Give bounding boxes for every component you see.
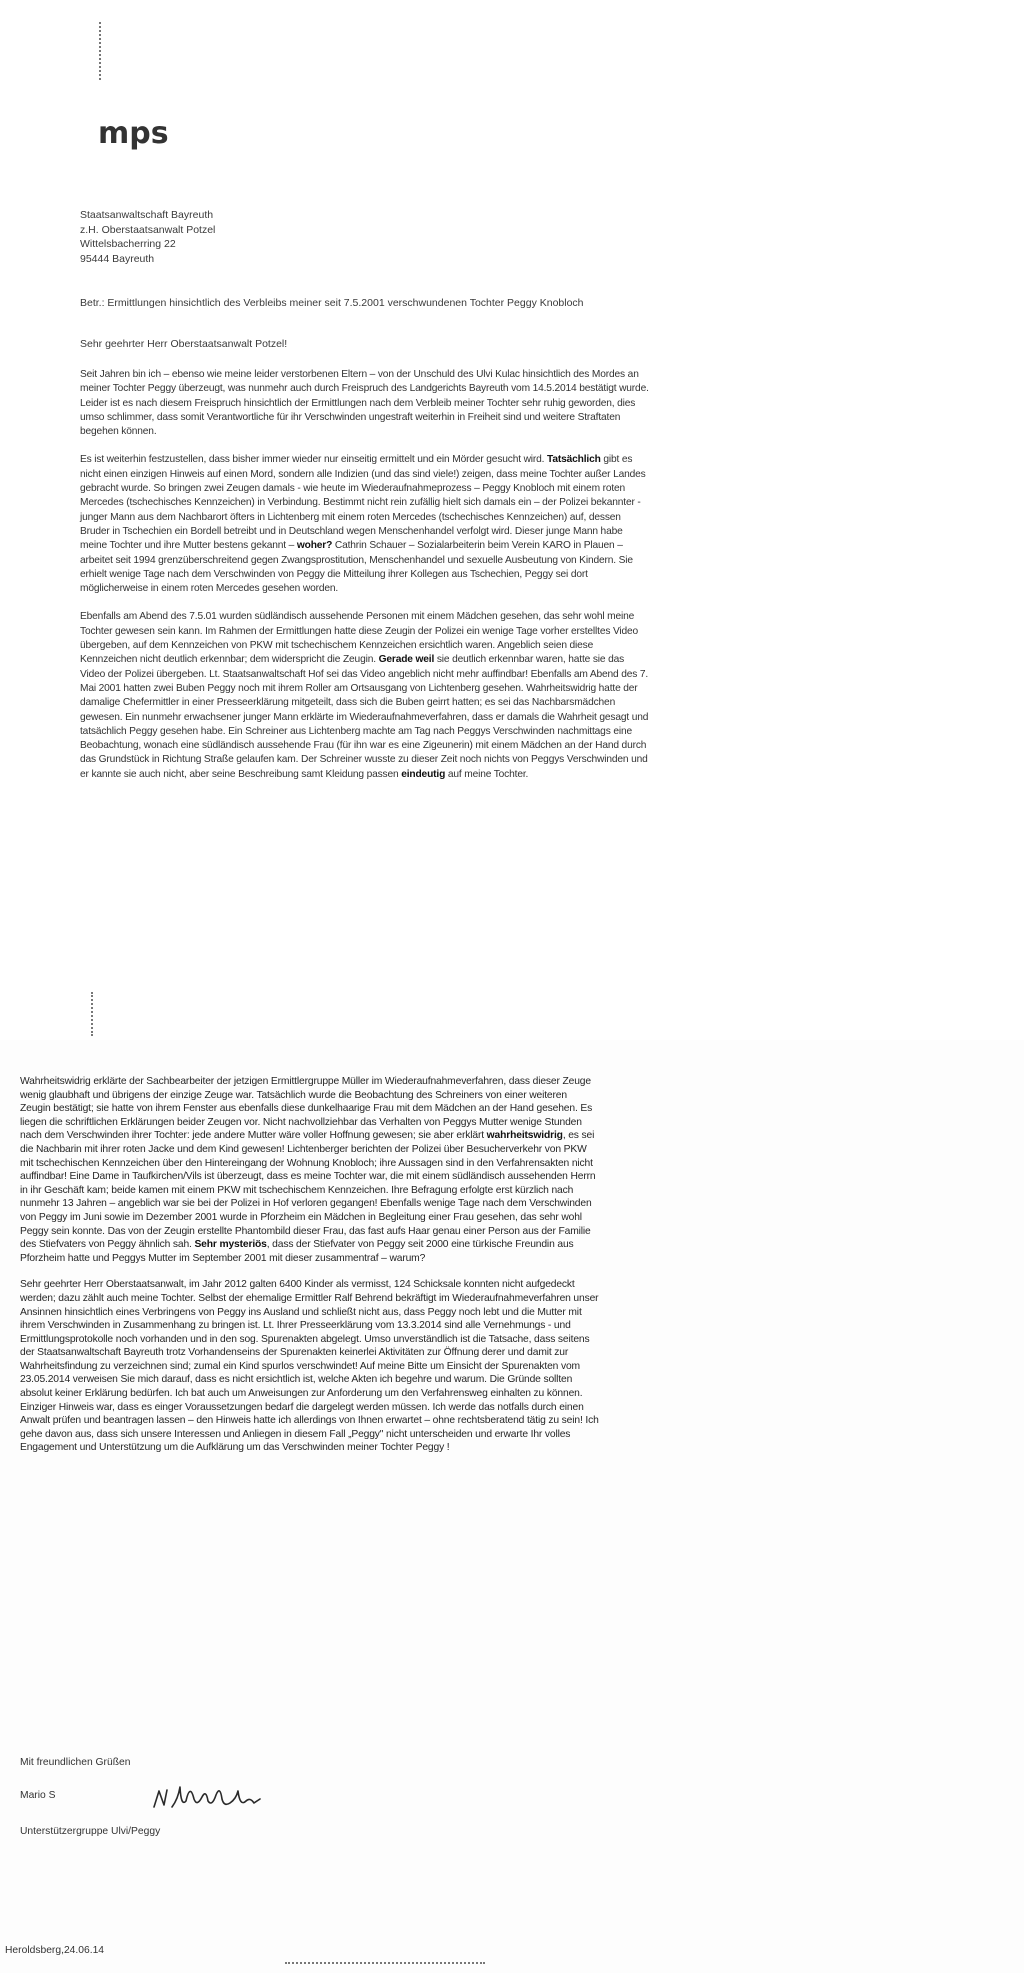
emphasis: Tatsächlich — [547, 454, 601, 466]
handwritten-signature — [150, 1777, 265, 1817]
paragraph — [80, 453, 650, 596]
paragraph-text: gibt es nicht einen einzigen Hinweis auf einen Mord, sondern alle Indizien (und das sind viele!) zeigen, dass meine Tochter außer Landes gebracht wurde. So bringen zwei Zeugen damals - wie heute im Wiederaufnahmeprozess – Peggy Knobloch mit einem roten Mercedes (tschechisches Kennzeichen) in Verbindung. Bestimmt nicht rein zufällig hielt sich damals ein – der Polizei bekannter - junger Mann aus dem Nachbarort öfters in Lichtenberg mit einem roten Mercedes (tschechisches Kennzeichen) auf, dessen Bruder in Tschechien ein Bordell betreibt und in Deutschland wegen Menschenhandel verfolgt wird. Dieser junge Mann habe meine Tochter und ihre Mutter bestens gekannt – — [80, 454, 646, 552]
page-separator-dots — [91, 992, 93, 1036]
emphasis: Gerade weil — [378, 654, 435, 666]
emphasis: eindeutig — [401, 768, 446, 780]
letter-body-page-2 — [20, 1075, 600, 1468]
emphasis: Sehr mysteriös — [194, 1239, 267, 1251]
subject-line: Betr.: Ermittlungen hinsichtlich des Verbleibs meiner seit 7.5.2001 verschwundenen Tochter Peggy Knobloch — [80, 297, 584, 309]
paragraph-text: Seit Jahren bin ich – ebenso wie meine leider verstorbenen Eltern – von der Unschuld des Ulvi Kulac hinsichtlich des Mordes an meiner Tochter Peggy überzeugt, was nunmehr auch durch Freispruch des Landgerichts Bayreuth vom 14.5.2014 bestätigt wurde. Leider ist es nach diesem Freispruch hinsichtlich der Ermittlungen nach dem Verbleib meiner Tochter sehr ruhig geworden, dies umso schlimmer, dass somit Verantwortliche für ihr Verschwinden ungestraft weiterhin in Freiheit sind und weitere Straftaten begehen können. — [80, 369, 649, 438]
paragraph-text: auf meine Tochter. — [445, 768, 529, 780]
signer-name: Mario S — [20, 1790, 56, 1801]
paragraph-text: Cathrin Schauer – Sozialarbeiterin beim Verein KARO in Plauen – arbeitet seit 1994 grenzüberschreitend gegen Zwangsprostitution, Menschenhandel und sexuelle Ausbeutung von Kindern. Sie erhielt wenige Tage nach dem Verschwinden von Peggy die Mitteilung ihrer Kollegen aus Tschechien, Peggy sei dort möglicherweise in einem roten Mercedes gesehen worden. — [80, 540, 633, 595]
paragraph-text: Sehr geehrter Herr Oberstaatsanwalt, im Jahr 2012 galten 6400 Kinder als vermisst, 124 Schicksale konnten nicht aufgedeckt werden; dazu zählt auch meine Tochter. Selbst der ehemalige Ermittler Ralf Behrend bekräftigt im Wiederaufnahmeverfahren unser Ansinnen hinsichtlich eines Verbringens von Peggy ins Ausland und schließt nicht aus, dass Peggy noch lebt und die Mutter mit ihrem Verschwinden in Zusammenhang zu bringen ist. Lt. Ihrer Presseerklärung vom 13.3.2014 sind alle Vernehmungs - und Ermittlungsprotokolle noch vorhanden und in den sog. Spurenakten abgelegt. Umso unverständlich ist die Tatsache, dass seitens der Staatsanwaltschaft Bayreuth trotz Vorhandenseins der Spurenakten keinerlei Aktivitäten zur Öffnung derer und damit zur Wahrheitsfindung zu verzeichnen sind; zumal ein Kind spurlos verschwindet! Auf meine Bitte um Einsicht der Spurenakten vom 23.05.2014 verweisen Sie mich darauf, dass es nicht ersichtlich ist, welche Akten ich begehre und warum. Die Gründe sollten absolut keiner Erklärung bedürfen. Ich bat auch um Anweisungen zur Anforderung um den Verfahrensweg einhalten zu können. Einziger Hinweis war, dass es einger Voraussetzungen bedarf die dargelegt werden müssen. Ich werde das notfalls durch einen Anwalt prüfen und beantragen lassen – den Hinweis hatte ich allerdings von Ihnen erwartet – ohne rechtsberatend tätig zu sein! Ich gehe davon aus, dass sich unsere Interessen und Anliegen in diesem Fall „Peggy" nicht unterscheiden und erwarte Ihr volles Engagement und Unterstützung um die Aufklärung um das Verschwinden meiner Tochter Peggy ! — [20, 1279, 599, 1454]
place-date: Heroldsberg,24.06.14 — [5, 1945, 105, 1956]
paragraph-text: sie deutlich erkennbar waren, hatte sie das Video der Polizei übergeben. Lt. Staatsanwaltschaft Hof sei das Video angeblich nicht mehr auffindbar! Ebenfalls am Abend des 7. Mai 2001 hatten zwei Buben Peggy noch mit ihrem Roller am Ortsausgang von Lichtenberg gesehen. Wahrheitswidrig hatte der damalige Chefermittler in einer Presseerklärung mitgeteilt, dass sich die Buben geirrt hatten; es sei das Nachbarsmädchen gewesen. Ein nunmehr erwachsener junger Mann erklärte im Wiederaufnahmeverfahren, dass er damals die Wahrheit gesagt und tatsächlich Peggy gesehen habe. Ein Schreiner aus Lichtenberg machte am Tag nach Peggys Verschwinden nachmittags eine Beobachtung, wonach eine südländisch aussehende Frau (für ihn war es eine Zigeunerin) mit einem Mädchen an der Hand durch das Grundstück in Richtung Straße gelaufen kam. Der Schreiner wusste zu dieser Zeit noch nichts von Peggys Verschwinden und er kannte sie auch nicht, aber seine Beschreibung samt Kleidung passen — [80, 654, 649, 780]
paragraph-text: Ebenfalls am Abend des 7.5.01 wurden südländisch aussehende Personen mit einem Mädchen gesehen, das sehr wohl meine Tochter gewesen sein kann. Im Rahmen der Ermittlungen hatte diese Zeugin der Polizei ein wenige Tage vorher erstelltes Video übergeben, auf dem Kennzeichen von PKW mit tschechischem Kennzeichen ersichtlich waren. Angeblich seien diese Kennzeichen nicht deutlich erkennbar; dem widerspricht die Zeugin. — [80, 611, 639, 666]
paragraph — [20, 1075, 600, 1265]
recipient-line: Staatsanwaltschaft Bayreuth — [80, 209, 214, 221]
fold-mark-dots — [99, 22, 101, 80]
recipient-line: 95444 Bayreuth — [80, 252, 155, 265]
recipient-line: Wittelsbacherring 22 — [80, 238, 176, 250]
recipient-address — [80, 208, 215, 266]
paragraph-text: , es sei die Nachbarin mit ihrer roten Jacke und dem Kind gewesen! Lichtenberger berichten der Polizei über Besucherverkehr von PKW mit tschechischen Kennzeichen über den Hintereingang der Wohnung Knobloch; ihre Aussagen sind in den Verfahrensakten nicht auffindbar! Eine Dame in Taufkirchen/Vils ist überzeugt, dass es meine Tochter war, die mit einem südländisch aussehenden Herrn in ihr Geschäft kam; beide kamen mit einem PKW mit tschechischem Kennzeichen. Ihre Befragung erfolgte erst kürzlich nach nunmehr 13 Jahren – angeblich war sie bei der Polizei in Hof verloren gegangen! Ebenfalls wenige Tage nach dem Verschwinden von Peggy im Juni sowie im Dezember 2001 wurde in Pforzheim ein Mädchen in Begleitung einer Frau gesehen, das sehr wohl Peggy sein konnte. Das von der Zeugin erstellte Phantombild dieser Frau, das fast aufs Haar genau einer Person aus der Familie des Stiefvaters von Peggy ähnlich sah. — [20, 1130, 596, 1251]
letterhead-logo: mps — [98, 116, 169, 151]
paragraph — [20, 1278, 600, 1455]
bottom-dots — [285, 1962, 485, 1964]
recipient-line: z.H. Oberstaatsanwalt Potzel — [80, 223, 216, 236]
paragraph — [80, 368, 650, 439]
salutation: Sehr geehrter Herr Oberstaatsanwalt Potzel! — [80, 338, 288, 350]
emphasis: woher? — [296, 540, 333, 552]
closing-greeting: Mit freundlichen Grüßen — [20, 1757, 131, 1768]
support-group: Unterstützergruppe Ulvi/Peggy — [20, 1826, 161, 1837]
paragraph — [80, 610, 650, 782]
paragraph-text: Wahrheitswidrig erklärte der Sachbearbeiter der jetzigen Ermittlergruppe Müller im Wiederaufnahmeverfahren, dass dieser Zeuge wenig glaubhaft und übrigens der einzige Zeuge war. Tatsächlich wurde die Beobachtung des Schreiners von einer weiteren Zeugin bestätigt; sie hatte von ihrem Fenster aus ebenfalls diese dunkelhaarige Frau mit dem Mädchen an der Hand gesehen. Es liegen die schriftlichen Erklärungen beider Zeugen vor. Nicht nachvollziehbar das Verhalten von Peggys Mutter wenige Stunden nach dem Verschwinden ihrer Tochter: jede andere Mutter wäre voller Hoffnung gewesen; sie aber erklärt — [20, 1076, 593, 1142]
paragraph-text: , dass der Stiefvater von Peggy seit 2000 eine türkische Freundin aus Pforzheim hatte und Peggys Mutter im September 2001 mit dieser zusammentraf – warum? — [20, 1239, 574, 1264]
paragraph-text: Es ist weiterhin festzustellen, dass bisher immer wieder nur einseitig ermittelt und ein Mörder gesucht wird. — [80, 454, 548, 466]
letter-body-page-1 — [80, 368, 650, 796]
emphasis: wahrheitswidrig — [486, 1130, 563, 1142]
